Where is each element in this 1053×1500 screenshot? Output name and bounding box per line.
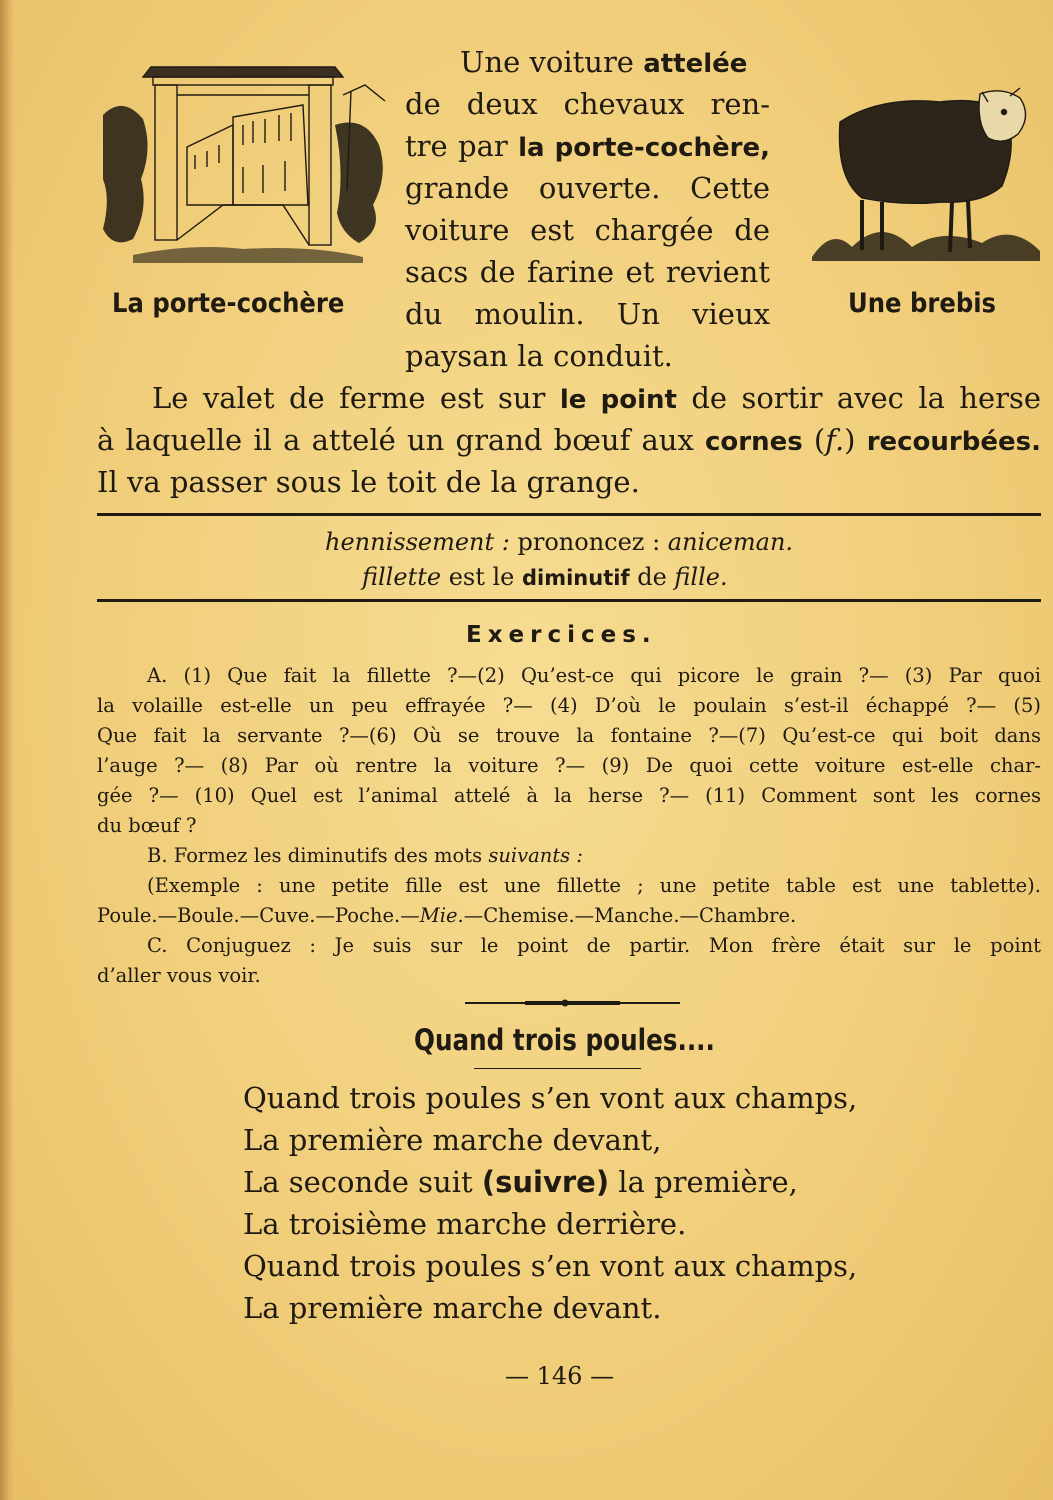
poem-verse [243,1207,686,1241]
text-run: ) [844,423,867,457]
italic-text: f. [825,423,845,457]
text-run: de sortir avec la herse [676,381,1042,415]
reading-line [152,380,1041,418]
exercise-line [147,843,1041,869]
text-run: Poule.—Boule.—Cuve.—Poche.— [97,904,420,927]
text-run: La troisième marche derrière. [243,1207,687,1241]
reading-line [405,128,770,166]
section-ornament [465,999,680,1007]
text-run: l’auge ?— (8) Par où rentre la voiture ?— (9) De quoi cette voiture est-elle char- [97,754,1041,777]
bold-term: le point [559,385,677,415]
poem-title-rule [474,1068,641,1069]
reading-line [97,422,1041,460]
sheep-caption: Une brebis [848,288,997,319]
exercise-line [97,753,1041,779]
text-run: grande ouverte. Cette [405,171,770,205]
bold-term: cornes [705,427,803,457]
text-run: d’aller vous voir. [97,964,261,987]
pronunciation-note [362,563,728,591]
exercise-line [97,813,1041,839]
reading-line [405,170,770,206]
sheep-illustration [812,82,1040,272]
porte-cochere-illustration [103,55,388,280]
page-spine-shadow [0,0,14,1500]
text-run: Que fait la servante ?—(6) Où se trouve la fontaine ?—(7) Qu’est-ce qui boit dans [97,724,1041,747]
text-run: ( [802,423,826,457]
text-run: la volaille est-elle un peu effrayée ?— (4) D’où le poulain s’est-il échappé ?— (5) [97,694,1041,717]
text-run: à laquelle il a attelé un grand bœuf aux [97,423,706,457]
bottom-rule [97,599,1041,602]
text-run: est le [441,563,522,591]
gate-caption: La porte-cochère [112,288,345,319]
text-run: Une voiture [460,45,644,79]
italic-text: fillette [362,563,442,591]
poem-verse [243,1081,857,1115]
bold-term: (suivre) [481,1165,610,1199]
text-run: La première marche devant, [243,1123,662,1157]
text-run: Quand trois poules s’en vont aux champs, [243,1249,858,1283]
exercise-line [147,873,1041,899]
poem-title: Quand trois poules.... [414,1023,715,1057]
text-run: du bœuf ? [97,814,197,837]
text-run: —Chemise.—Manche.—Chambre. [463,904,797,927]
reading-line [97,464,640,500]
poem-verse [243,1165,798,1199]
text-run: paysan la conduit. [405,339,673,373]
reading-line [405,254,770,290]
italic-text: suivants : [488,844,583,867]
poem-verse [243,1249,857,1283]
poem-verse [243,1291,661,1325]
text-run: voiture est chargée de [405,213,770,247]
text-run: Il va passer sous le toit de la grange. [97,465,640,499]
text-run: La première marche devant. [243,1291,662,1325]
text-run: C. Conjuguez : Je suis sur le point de partir. Mon frère était sur le point [147,934,1041,957]
exercise-line [97,903,1041,929]
exercise-line [97,723,1041,749]
italic-text: hennissement : [325,528,510,556]
exercise-line [97,693,1041,719]
text-run: sacs de farine et revient [405,255,770,289]
text-run: gée ?— (10) Quel est l’animal attelé à la herse ?— (11) Comment sont les cornes [97,784,1041,807]
exercise-line [147,663,1041,689]
reading-line [405,86,770,122]
text-run: prononcez : [509,528,668,556]
poem-verse [243,1123,661,1157]
top-rule [97,513,1041,516]
italic-text: fille. [674,563,728,591]
text-run: Le valet de ferme est sur [152,381,560,415]
exercise-line [147,933,1041,959]
reading-line [460,44,747,82]
text-run: A. (1) Que fait la fillette ?—(2) Qu’est-ce qui picore le grain ?— (3) Par quoi [147,664,1041,687]
reading-line [405,212,770,248]
pronunciation-note [325,528,793,556]
bold-term: la porte-cochère, [518,133,770,163]
text-run: La seconde suit [243,1165,482,1199]
reading-line [405,338,673,374]
italic-text: aniceman. [667,528,794,556]
text-run: de [629,563,675,591]
text-run: tre par [405,129,519,163]
text-run: de deux chevaux ren- [405,87,770,121]
text-run: (Exemple : une petite fille est une fillette ; une petite table est une tablette). [147,874,1041,897]
bold-term: recourbées. [866,427,1041,457]
italic-text: Mie. [419,904,464,927]
text-run: Quand trois poules s’en vont aux champs, [243,1081,858,1115]
text-run: du moulin. Un vieux [405,297,770,331]
exercise-line [97,783,1041,809]
text-run: B. Formez les diminutifs des mots [147,844,489,867]
bold-term: attelée [643,49,748,79]
exercise-line [97,963,1041,989]
text-run: la première, [609,1165,798,1199]
bold-term: diminutif [522,566,630,590]
exercises-title: Exercices. [466,622,657,648]
page-number: — 146 — [505,1362,615,1390]
reading-line [405,296,770,332]
